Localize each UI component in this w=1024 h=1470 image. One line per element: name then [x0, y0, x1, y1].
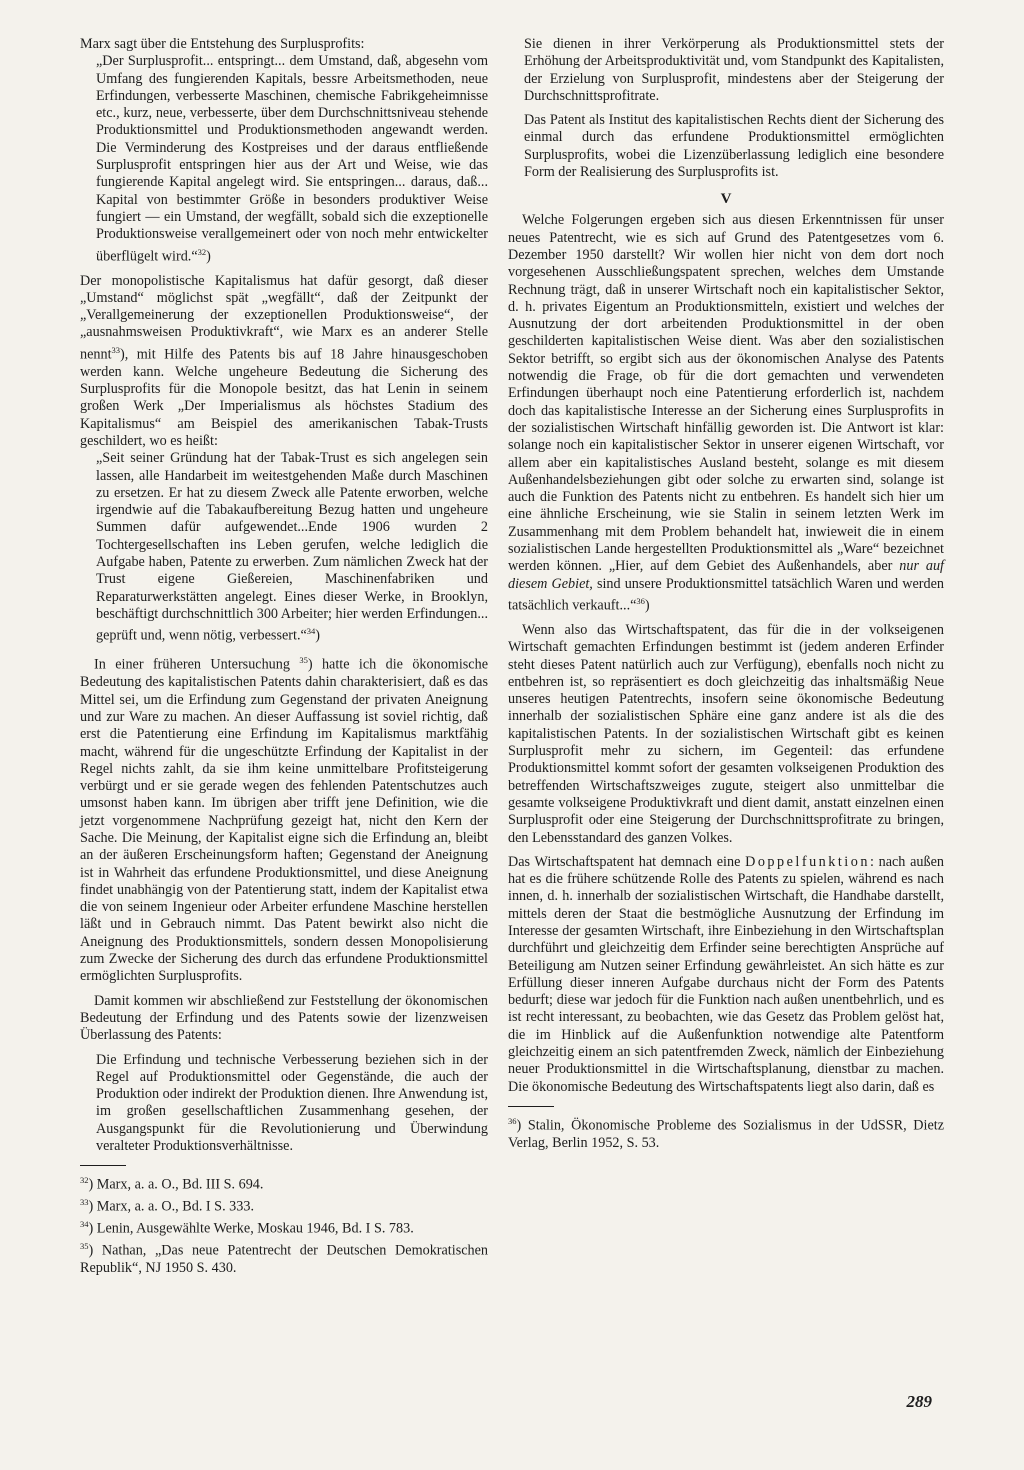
block-quote: Das Patent als Institut des kapitalistischen Rechts dient der Sicherung des einmal durch das erfundene Produktionsmittel ermöglichten Surplusprofits, wobei die Lizenzüberlassung lediglich eine besondere Form der Realisierung des Surplusprofits ist. [524, 112, 944, 181]
paragraph: Wenn also das Wirtschaftspatent, das für die in der volkseigenen Wirtschaft gemachten Erfindungen bestimmt ist (jedem anderen Erfinder steht dieses Patent natürlich auch zur Verfügung), ebenfalls noch nicht zu entbehren ist, so repräsentiert es doch gleichzeitig das inhaltsmäßig Neue unseres heutigen Patentrechts, insofern seine ökonomische Bedeutung innerhalb der sozialistischen Sphäre eine ganz andere ist als die des kapitalistischen Patents. In der sozialistischen Wirtschaft gibt es keinen Surplusprofit mehr zu sichern, im Gegenteil: das erfundene Produktionsmittel kommt sofort der gesamten volkseigenen Produktion des betreffenden Wirtschaftszweiges zugute, steigert also unmittelbar die gesamte volkseigene Produktivkraft und dient damit, anstatt einzelnen einen Surplusprofit oder eine Steigerung der Durchschnittsprofitrate zu bringen, den Lebensstandard des ganzen Volkes. [508, 621, 944, 846]
paragraph: Das Wirtschaftspatent hat demnach eine Doppelfunktion: nach außen hat es die frühere schützende Rolle des Patents zu spielen, während es nach innen, d. h. innerhalb der sozialistischen Wirtschaft, die Handhabe darstellt, mittels deren der Staat die bestmögliche Ausnutzung der Erfindung im Interesse der gesamten Wirtschaft, ihre Einbeziehung in den Wirtschaftsplan durchführt und gleichzeitig dem Erfinder seine berechtigten Ansprüche auf Beteiligung am Nutzen seiner Erfindung gewährleistet. An sich hätte es zur Erfüllung dieser inneren Aufgabe durchaus nicht der Form des Patents bedurft; diese war jedoch für die Funktion nach außen unentbehrlich, und es ist recht interessant, zu beobachten, wie das Gesetz das Problem gelöst hat, die im Hinblick auf die Außenfunktion notwendige alte Patentform gleichzeitig einem an sich patentfremden Zweck, nämlich der Einbeziehung neuer Produktionsmittel in die Wirtschaftsplanung, dienstbar zu machen. Die ökonomische Bedeutung des Wirtschaftspatents liegt also darin, daß es [508, 853, 944, 1095]
block-quote: „Seit seiner Gründung hat der Tabak-Trust es sich angelegen sein lassen, alle Handarbeit im weitestgehenden Maße durch Maschinen zu ersetzen. Er hat zu diesem Zweck alle Patente erworben, welche irgendwie auf die Tabakaufbereitung Bezug hatten und ungeheure Summen dafür aufgewendet...Ende 1906 wurden 2 Tochtergesellschaften ins Leben gerufen, welche lediglich die Aufgabe haben, Patente zu erwerben. Zum nämlichen Zweck hat der Trust eigene Gießereien, Maschinenfabriken und Reparaturwerkstätten angelegt. Eines dieser Werke, in Brooklyn, beschäftigt durchschnittlich 300 Arbeiter; hier werden Erfindungen... geprüft und, wenn nötig, verbessert.“$^{34}$) [96, 450, 489, 644]
page-number: 289 [906, 1392, 932, 1411]
footnote: $^{33}$) Marx, a. a. O., Bd. I S. 333. [80, 1197, 254, 1216]
paragraph: Welche Folgerungen ergeben sich aus diesen Erkenntnissen für unser neues Patentrecht, wie es sich auf Grund des Patentgesetzes vom 6. Dezember 1950 darstellt? Wir wollen hier nicht von dem dort noch vorgesehenen Ausschließungspatent sprechen, welches dem Umstande Rechnung trägt, daß in unserer Wirtschaft noch ein kapitalistischer Sektor, d. h. privates Eigentum an Produktionsmitteln, existiert und welches der Ausnutzung der dort arbeitenden Produktionsmittel in der oben geschilderten kapitalistischen Weise dient. Was aber den sozialistischen Sektor betrifft, so ergibt sich aus der ökonomischen Analyse des Patents notwendig die Frage, ob für die dort gemachten und verwendeten Erfindungen überhaupt noch eine Patentierung erforderlich ist, nachdem doch das kapitalistische Interesse an der Sicherung eines Surplusprofits in der sozialistischen Wirtschaft hinfällig geworden ist. Die Antwort ist klar: solange noch ein kapitalistischer Sektor in unserer eigenen Wirtschaft, vor allem aber ein kapitalistisches Ausland besteht, solange es mit diesem Außenhandelsbeziehungen gibt oder solche zu erwarten sind, solange ist auch die Funktion des Patents nicht zu entbehren. Es handelt sich hier um eine ähnliche Erscheinung, wie sie Stalin in seinem letzten Werk im Zusammenhang mit dem Problem behandelt hat, inwieweit die in einem sozialistischen Lande hergestellten Produktionsmittel als „Ware“ bezeichnet werden können. „Hier, auf dem Gebiet des Außenhandels, aber nur auf diesem Gebiet, sind unsere Produktionsmittel tatsächlich Waren und werden tatsächlich verkauft...“$^{36}$) [508, 212, 944, 614]
block-quote: Sie dienen in ihrer Verkörperung als Produktionsmittel stets der Erhöhung der Arbeitsproduktivität und, vom Standpunkt des Kapitalisten, der Erzielung von Surplusprofit, mindestens aber der Steigerung der Durchschnittsprofitrate. [524, 36, 944, 104]
section-heading: V [720, 191, 732, 208]
footnote-separator [508, 1106, 554, 1107]
paragraph: Marx sagt über die Entstehung des Surplusprofits: [80, 36, 365, 52]
footnote: $^{36}$) Stalin, Ökonomische Probleme des Sozialismus in der UdSSR, Dietz Verlag, Berlin 1952, S. 53. [508, 1115, 944, 1151]
block-quote: „Der Surplusprofit... entspringt... dem Umstand, daß, abgesehn vom Umfang des fungierenden Kapitals, bessre Arbeitsmethoden, neue Erfindungen, verbesserte Maschinen, chemische Fabrikgeheimnisse etc., kurz, neue, verbesserte, über dem Durchschnittsniveau stehende Produktionsmittel und Produktionsmethoden angewandt werden. Die Verminderung des Kostpreises und der daraus entfließende Surplusprofit entspringen hier aus der Art und Weise, wie das fungierende Kapital angelegt wird. Sie entspringen... daraus, daß... Kapital von bestimmter Größe in besonders produktiver Weise fungiert — ein Umstand, der wegfällt, sobald sich die exzeptionelle Produktionsweise verallgemeinert oder von noch mehr entwickelter überflügelt wird.“$^{32}$) [96, 53, 488, 265]
paragraph: Damit kommen wir abschließend zur Feststellung der ökonomischen Bedeutung der Erfindung und des Patents sowie der lizenzweisen Überlassung des Patents: [80, 992, 488, 1044]
left-column [80, 36, 488, 1278]
footnote: $^{35}$) Nathan, „Das neue Patentrecht der Deutschen Demokratischen Republik“, NJ 1950 S. 430. [80, 1241, 488, 1277]
right-column [508, 36, 944, 1152]
paragraph: Der monopolistische Kapitalismus hat dafür gesorgt, daß dieser „Umstand“ möglichst spät „wegfällt“, daß der Zeitpunkt der „Verallgemeinerung der exzeptionellen Produktionsweise“, der „ausnahmsweisen Produktivkraft“, wie Marx es an anderer Stelle nennt$^{33}$), mit Hilfe des Patents bis auf 18 Jahre hinausgeschoben werden kann. Welche ungeheure Bedeutung die Sicherung des Surplusprofits für die Monopole besitzt, das hat Lenin in seinem großen Werk „Der Imperialismus als höchstes Stadium des Kapitalismus“ am Beispiel des amerikanischen Tabak-Trusts geschildert, wo es heißt: [80, 272, 488, 449]
footnote-separator [80, 1165, 126, 1166]
footnote: $^{32}$) Marx, a. a. O., Bd. III S. 694. [80, 1175, 264, 1194]
footnote: $^{34}$) Lenin, Ausgewählte Werke, Moskau 1946, Bd. I S. 783. [80, 1219, 414, 1238]
block-quote: Die Erfindung und technische Verbesserung beziehen sich in der Regel auf Produktionsmittel oder Gegenstände, die auch der Produktion oder indirekt der Produktion dienen. Ihre Anwendung ist, im großen gesellschaftlichen Zusammenhang gesehen, der Ausgangspunkt für die Revolutionierung und Überwindung veralteter Produktionsverhältnisse. [96, 1051, 488, 1155]
paragraph: In einer früheren Untersuchung $^{35}$) hatte ich die ökonomische Bedeutung des kapitalistischen Patents dahin charakterisiert, daß es das Mittel sei, um die Erfindung zum Gegenstand der privaten Aneignung und zur Ware zu machen. An dieser Auffassung ist soviel richtig, daß erst die Patentierung eine Erfindung im Kapitalismus marktfähig macht, während für die ungeschützte Erfindung der Kapitalist in der Regel nichts zahlt, da sie ihm keine unmittelbare Profitsteigerung verbürgt und er sie gerade wegen des fehlenden Patentschutzes auch umsonst haben kann. Im übrigen aber trifft jene Definition, wie die jetzt vorgenommene Nachprüfung gezeigt hat, nicht den Kern der Sache. Die Meinung, der Kapitalist eigne sich die Erfindung an, bleibt an der äußeren Erscheinungsform haften; Gegenstand der Aneignung ist in Wahrheit das erfundene Produktionsmittel, und diese Aneignung findet unabhängig von der Patentierung statt, indem der Kapitalist etwa die von seinem Ingenieur oder Arbeiter erfundene Maschine herstellen läßt und in Gebrauch nimmt. Das Patent bewirkt also nicht die Aneignung des Produktionsmittels, sondern dessen Monopolisierung zum Zwecke der Sicherung des durch das erfundene Produktionsmittel ermöglichten Surplusprofits. [80, 655, 488, 985]
